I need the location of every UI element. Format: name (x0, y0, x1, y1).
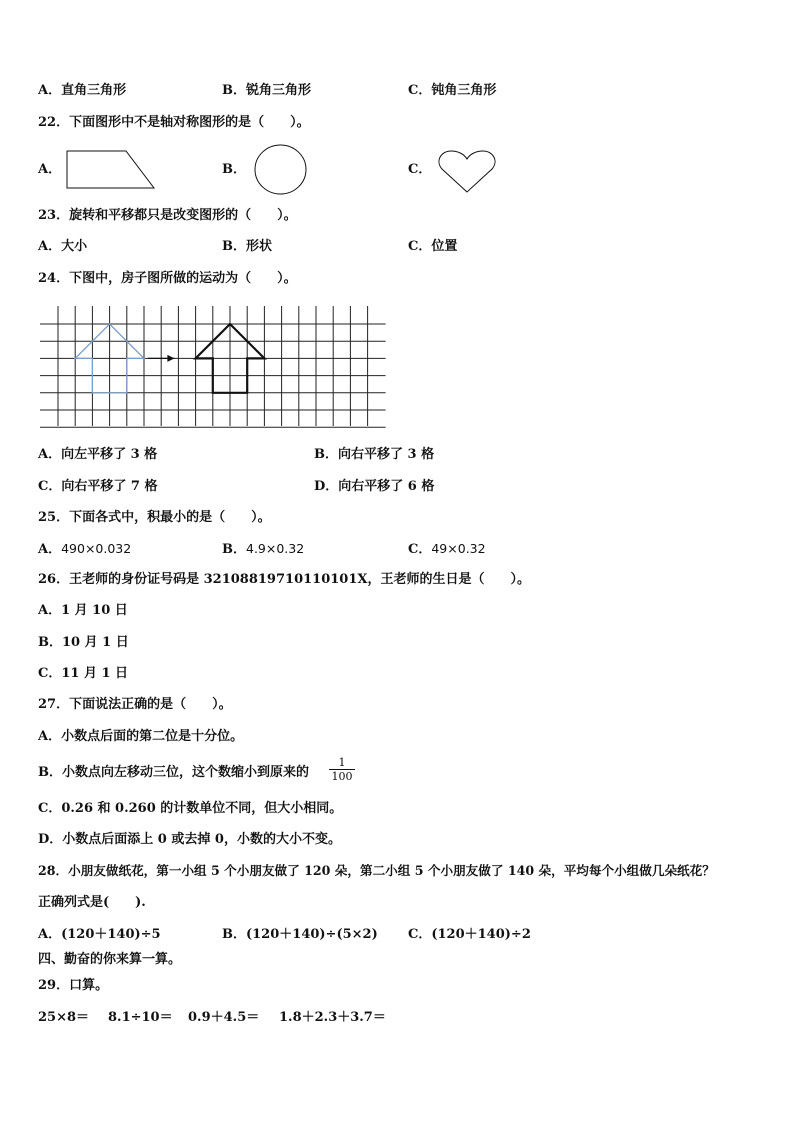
q24-option-c[interactable]: C．向右平移了 7 格 (38, 479, 158, 494)
q21-option-a[interactable]: A．直角三角形 (38, 83, 127, 98)
q29-stem: 29．口算。 (38, 978, 109, 993)
q26-option-b[interactable]: B．10 月 1 日 (38, 635, 129, 650)
fraction-one-hundredth (329, 756, 355, 783)
q24-option-d[interactable]: D．向右平移了 6 格 (314, 479, 435, 494)
fraction-numerator: 1 (338, 756, 346, 769)
q23-option-a[interactable]: A．大小 (38, 239, 88, 254)
section-4-heading: 四、勤奋的你来算一算。 (38, 952, 182, 967)
q21-option-c[interactable]: C．钝角三角形 (408, 83, 497, 98)
q24-stem: 24．下图中，房子图所做的运动为（ ）。 (38, 271, 297, 286)
q28-stem: 28．小朋友做纸花，第一小组 5 个小朋友做了 120 朵，第二小组 5 个小朋友做了 140 朵，平均每个小组做几朵纸花？ (38, 863, 715, 878)
q23-option-b[interactable]: B．形状 (222, 239, 272, 254)
q25-option-c-expr: 49×0.32 (431, 541, 486, 556)
q27-stem: 27．下面说法正确的是（ ）。 (38, 697, 232, 712)
q27-option-b[interactable]: B．小数点向左移动三位，这个数缩小到原来的 (38, 765, 309, 780)
q28-option-b[interactable]: B．(120＋140)÷(5×2) (222, 927, 378, 942)
trapezoid-icon (66, 150, 156, 190)
q29-item: 0.9＋4.5＝ (188, 1010, 260, 1025)
translation-grid (40, 306, 400, 430)
q26-option-a[interactable]: A．1 月 10 日 (38, 603, 128, 618)
q27-option-a[interactable]: A．小数点后面的第二位是十分位。 (38, 729, 244, 744)
q28-option-c[interactable]: C．(120＋140)÷2 (408, 927, 531, 942)
q22-option-a[interactable]: A． (38, 162, 62, 177)
heart-icon (437, 150, 499, 194)
q25-option-a[interactable] (38, 540, 131, 559)
q28-stem-2: 正确列式是( ). (38, 895, 146, 910)
q25-option-a-expr: 490×0.032 (61, 541, 132, 556)
q29-item: 1.8＋2.3＋3.7＝ (279, 1010, 386, 1025)
q26-stem: 26．王老师的身份证号码是 32108819710110101X，王老师的生日是（ ）。 (38, 572, 530, 587)
q24-option-b[interactable]: B．向右平移了 3 格 (314, 447, 435, 462)
q28-option-a[interactable]: A．(120＋140)÷5 (38, 927, 161, 942)
q29-item: 8.1÷10＝ (108, 1010, 173, 1025)
q25-option-a-label: A． (38, 542, 62, 557)
q22-option-c[interactable]: C． (408, 162, 432, 177)
q25-stem: 25．下面各式中，积最小的是（ ）。 (38, 510, 271, 525)
q25-option-b-label: B． (222, 542, 246, 557)
q27-option-c[interactable]: C．0.26 和 0.260 的计数单位不同，但大小相同。 (38, 801, 343, 816)
q25-option-b-expr: 4.9×0.32 (246, 541, 305, 556)
q29-item: 25×8＝ (38, 1010, 90, 1025)
q25-option-c[interactable] (408, 540, 486, 559)
q26-option-c[interactable]: C．11 月 1 日 (38, 666, 129, 681)
q25-option-c-label: C． (408, 542, 432, 557)
fraction-denominator: 100 (329, 769, 355, 783)
q22-option-b[interactable]: B． (222, 162, 246, 177)
q23-stem: 23．旋转和平移都只是改变图形的（ ）。 (38, 208, 297, 223)
q22-stem: 22．下面图形中不是轴对称图形的是（ ）。 (38, 115, 310, 130)
circle-icon (254, 144, 308, 196)
q27-option-d[interactable]: D．小数点后面添上 0 或去掉 0，小数的大小不变。 (38, 832, 341, 847)
q24-option-a[interactable]: A．向左平移了 3 格 (38, 447, 158, 462)
arrow-head-icon (167, 355, 174, 362)
q23-option-c[interactable]: C．位置 (408, 239, 458, 254)
q25-option-b[interactable] (222, 540, 304, 559)
q21-option-b[interactable]: B．锐角三角形 (222, 83, 311, 98)
